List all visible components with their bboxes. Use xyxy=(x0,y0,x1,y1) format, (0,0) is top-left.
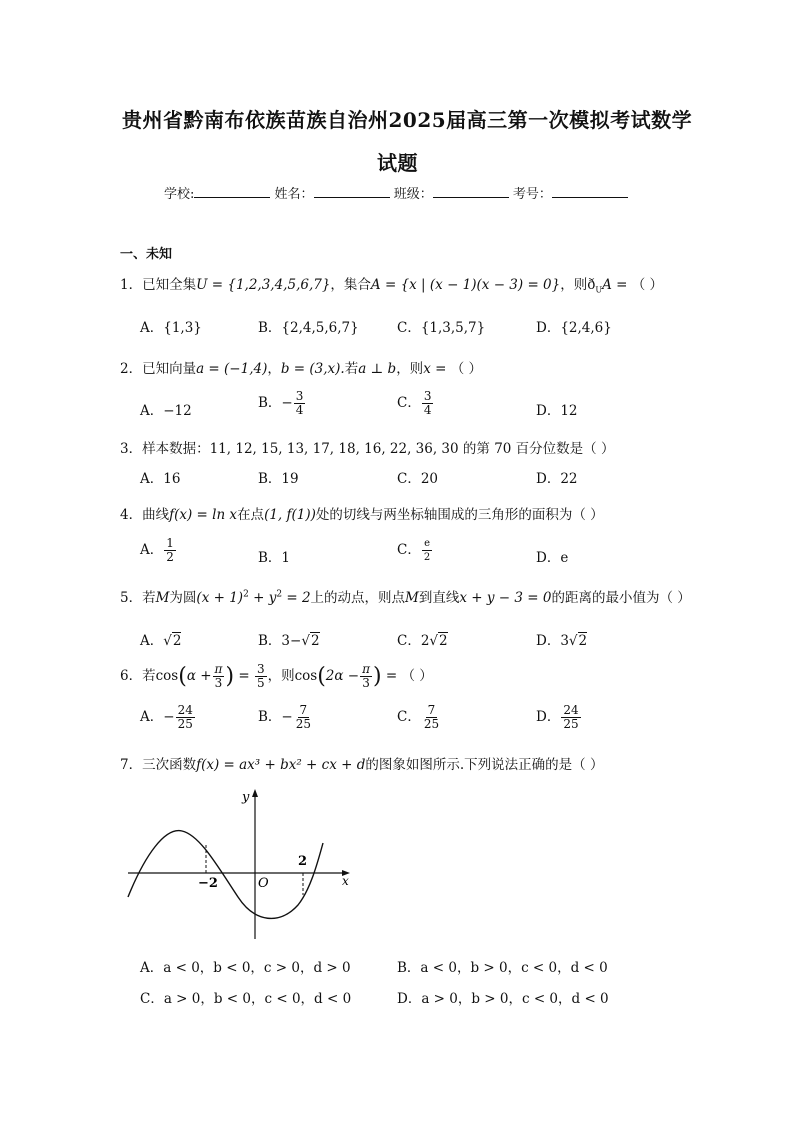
q2-option-c-label: C． xyxy=(397,395,421,411)
q2-vector-b: b = (3,x). xyxy=(280,361,345,377)
fraction-numerator: 7 xyxy=(299,703,308,717)
q1-complement: ð xyxy=(587,277,596,293)
q4-option-c-fraction xyxy=(422,537,432,564)
q6-arg2-a: 2α − xyxy=(325,668,360,684)
q2-vector-a: a = (−1,4) xyxy=(196,361,268,377)
q5-text-d: 到直线 xyxy=(418,590,460,606)
q4-text-c: 处的切线与两坐标轴围成的三角形的面积为（ ） xyxy=(315,507,604,523)
q1-complement-a: A xyxy=(602,277,612,293)
q5-option-b-radicand: 2 xyxy=(310,633,320,649)
q6-text-b: ，则 xyxy=(267,668,295,684)
school-blank[interactable] xyxy=(194,185,270,198)
page-title: 贵州省黔南布依族苗族自治州2025届高三第一次模拟考试数学 xyxy=(122,108,693,132)
fraction-denominator: 25 xyxy=(563,717,579,731)
q5-m1: M xyxy=(155,590,170,606)
q5-option-a-label: A． xyxy=(140,633,164,649)
q7-option-a[interactable]: A．a < 0，b < 0，c > 0，d > 0 xyxy=(140,960,351,976)
q6-option-d-fraction xyxy=(561,704,580,731)
fraction-denominator: 25 xyxy=(295,717,312,731)
q5-option-c-radicand: 2 xyxy=(439,633,448,649)
cubic-curve xyxy=(128,831,323,919)
question-4 xyxy=(120,503,604,523)
section-heading: 一、未知 xyxy=(120,247,173,262)
fraction-numerator: e xyxy=(424,538,430,549)
q5-text-e: 的距离的最小值为（ ） xyxy=(551,590,691,606)
fraction-numerator: π xyxy=(214,662,223,676)
school-label: 学校: xyxy=(164,187,195,202)
q7-option-d[interactable]: D．a > 0，b > 0，c < 0，d < 0 xyxy=(397,991,609,1007)
q5-text-a: 5．若 xyxy=(120,590,156,606)
q5-circle-sup: 2 xyxy=(243,589,249,600)
q2-option-d[interactable]: D．12 xyxy=(536,403,578,419)
q4-option-a-label: A． xyxy=(140,542,164,558)
q4-option-d[interactable]: D．e xyxy=(536,550,569,566)
q1-option-b[interactable]: B．{2,4,5,6,7} xyxy=(258,320,359,336)
fraction-numerator: 7 xyxy=(427,703,436,717)
q6-option-c[interactable] xyxy=(397,704,442,731)
q4-option-a-fraction xyxy=(164,537,176,564)
q5-text-c: 上的动点，则点 xyxy=(310,590,406,606)
fraction-denominator: 3 xyxy=(362,676,370,690)
q3-option-b[interactable]: B．19 xyxy=(258,471,299,487)
q6-text-a: 6．若 xyxy=(120,668,156,684)
name-label: 姓名： xyxy=(274,187,314,202)
q6-cos-1: cos xyxy=(155,668,179,684)
q7-text-a: 7．三次函数 xyxy=(120,757,197,773)
fraction-denominator: 3 xyxy=(214,676,223,690)
q6-option-d[interactable] xyxy=(536,704,582,731)
q1-text-c: ，则 xyxy=(560,277,588,293)
q4-function: f(x) = ln x xyxy=(169,507,238,523)
paren-close: ) xyxy=(225,664,235,689)
fraction-numerator: π xyxy=(362,662,370,676)
class-blank[interactable] xyxy=(433,185,509,198)
q1-option-d[interactable]: D．{2,4,6} xyxy=(536,320,612,336)
q2-text-e: = （ ） xyxy=(430,361,482,377)
q6-arg2-fraction xyxy=(360,663,372,690)
number-blank[interactable] xyxy=(552,185,628,198)
sqrt-icon: √ xyxy=(568,633,578,649)
origin-label: O xyxy=(258,876,269,891)
q6-option-a[interactable] xyxy=(140,704,196,731)
sqrt-icon: √ xyxy=(301,633,310,649)
q6-text-c: = （ ） xyxy=(381,668,433,684)
q1-text-b: ，集合 xyxy=(330,277,371,293)
q6-arg1-fraction xyxy=(213,663,225,690)
tick-pos2: 2 xyxy=(298,854,308,869)
q3-option-d[interactable]: D．22 xyxy=(536,471,578,487)
q4-point: (1, f(1)) xyxy=(264,507,316,523)
q6-option-b-fraction xyxy=(294,704,313,731)
y-axis-arrow-icon xyxy=(252,789,258,797)
q4-option-a[interactable] xyxy=(140,537,177,564)
fraction-numerator: 24 xyxy=(563,703,579,717)
q1-option-a[interactable]: A．{1,3} xyxy=(140,320,202,336)
q5-option-d-label: D．3 xyxy=(536,633,569,649)
q2-option-a[interactable]: A．−12 xyxy=(140,403,192,419)
fraction-numerator: 24 xyxy=(177,703,193,717)
q5-option-c-label: C．2 xyxy=(397,633,430,649)
fraction-denominator: 4 xyxy=(423,403,432,417)
q5-option-a[interactable] xyxy=(140,629,181,649)
q6-option-c-fraction xyxy=(422,704,441,731)
question-2 xyxy=(120,357,482,377)
q3-option-a[interactable]: A．16 xyxy=(140,471,181,487)
x-label: x xyxy=(342,874,349,888)
q4-option-c-label: C． xyxy=(397,542,421,558)
fraction-numerator: 3 xyxy=(295,389,304,403)
fraction-denominator: 25 xyxy=(423,717,440,731)
question-1 xyxy=(120,273,663,295)
q6-option-b[interactable] xyxy=(258,704,314,731)
fraction-denominator: 2 xyxy=(423,552,431,563)
name-blank[interactable] xyxy=(314,185,390,198)
sqrt-icon: √ xyxy=(429,633,439,649)
question-3: 3．样本数据：11, 12, 15, 13, 17, 18, 16, 22, 36, 30 的第 70 百分位数是（ ） xyxy=(120,441,615,457)
q7-function: f(x) = ax³ + bx² + cx + d xyxy=(196,757,366,773)
q2-text-c: 若 xyxy=(344,361,359,377)
q5-circle: (x + 1) xyxy=(196,590,244,606)
fraction-denominator: 5 xyxy=(256,676,265,690)
q6-option-a-fraction xyxy=(176,704,195,731)
q6-eq-fraction xyxy=(255,663,267,690)
q5-option-a-radicand: 2 xyxy=(172,633,182,649)
q6-cos-2: cos xyxy=(294,668,318,684)
q2-perp: a ⊥ b xyxy=(358,361,397,377)
q4-option-b[interactable]: B．1 xyxy=(258,550,291,566)
q6-option-c-label: C． xyxy=(397,709,421,725)
paren-open: ( xyxy=(317,664,326,689)
q1-text-d: = （ ） xyxy=(611,277,664,293)
fraction-numerator: 3 xyxy=(423,389,432,403)
q6-option-d-label: D． xyxy=(536,709,561,725)
q5-m2: M xyxy=(405,590,419,606)
q5-option-b-label: B．3− xyxy=(258,633,302,649)
question-7 xyxy=(120,753,603,773)
sqrt-icon: √ xyxy=(163,633,172,649)
q5-text-b: 为圆 xyxy=(169,590,197,606)
tick-neg2: −2 xyxy=(198,876,218,891)
q5-circle-b: + y xyxy=(248,590,277,606)
q2-text-b: ， xyxy=(267,361,281,377)
page-title-line2: 试题 xyxy=(377,151,418,175)
fraction-numerator: 1 xyxy=(166,536,174,550)
q4-text-b: 在点 xyxy=(237,507,265,523)
fraction-denominator: 2 xyxy=(166,550,174,564)
q1-set-u: U = {1,2,3,4,5,6,7} xyxy=(196,277,331,293)
q2-text-d: ，则 xyxy=(396,361,424,377)
q2-option-b-fraction xyxy=(294,390,306,417)
q6-option-b-label: B．− xyxy=(258,709,293,725)
q1-complement-sub: U xyxy=(595,285,603,295)
q5-option-d[interactable] xyxy=(536,629,587,649)
q5-circle-c: = 2 xyxy=(282,590,311,606)
number-label: 考号： xyxy=(512,187,552,202)
q2-text-a: 2．已知向量 xyxy=(120,361,197,377)
q6-option-a-label: A．− xyxy=(140,709,175,725)
q2-option-c-fraction xyxy=(422,390,434,417)
q6-arg1-a: α + xyxy=(186,668,212,684)
q5-option-d-radicand: 2 xyxy=(578,633,588,649)
q3-option-c[interactable]: C．20 xyxy=(397,471,439,487)
question-6: 6．若cos(α + $\frac{\pi}{3}$ ) = $\frac{3}{5}$ ，则cos(2α − $\frac{\pi}{3}$ ) = （ ） xyxy=(120,662,433,690)
q1-set-a: A = {x | (x − 1)(x − 3) = 0} xyxy=(370,277,561,293)
fraction-denominator: 25 xyxy=(177,717,193,731)
q5-circle-sup2: 2 xyxy=(276,589,283,600)
q4-option-c[interactable] xyxy=(397,537,433,564)
q7-option-b[interactable]: B．a < 0，b > 0，c < 0，d < 0 xyxy=(397,960,608,976)
q2-var: x xyxy=(423,361,431,377)
q7-cubic-graph xyxy=(120,785,360,945)
q1-text-a: 1．已知全集 xyxy=(120,277,197,293)
q1-option-c[interactable]: C．{1,3,5,7} xyxy=(397,320,486,336)
paren-close: ) xyxy=(373,664,382,689)
q7-option-c[interactable]: C．a > 0，b < 0，c < 0，d < 0 xyxy=(140,991,352,1007)
q5-option-c[interactable] xyxy=(397,629,448,649)
q5-option-b[interactable] xyxy=(258,629,320,649)
y-label: y xyxy=(242,790,250,805)
fraction-denominator: 4 xyxy=(295,403,304,417)
fraction-numerator: 3 xyxy=(256,662,265,676)
q7-text-b: 的图象如图所示.下列说法正确的是（ ） xyxy=(365,757,604,773)
q2-option-c[interactable] xyxy=(397,390,434,417)
q4-text-a: 4．曲线 xyxy=(120,507,170,523)
q2-option-b-label: B．− xyxy=(258,395,293,411)
q5-line: x + y − 3 = 0 xyxy=(459,590,552,606)
student-info-row xyxy=(164,183,628,202)
class-label: 班级： xyxy=(393,187,433,202)
q2-option-b[interactable] xyxy=(258,390,306,417)
question-5 xyxy=(120,586,691,606)
paren-open: ( xyxy=(178,664,187,689)
